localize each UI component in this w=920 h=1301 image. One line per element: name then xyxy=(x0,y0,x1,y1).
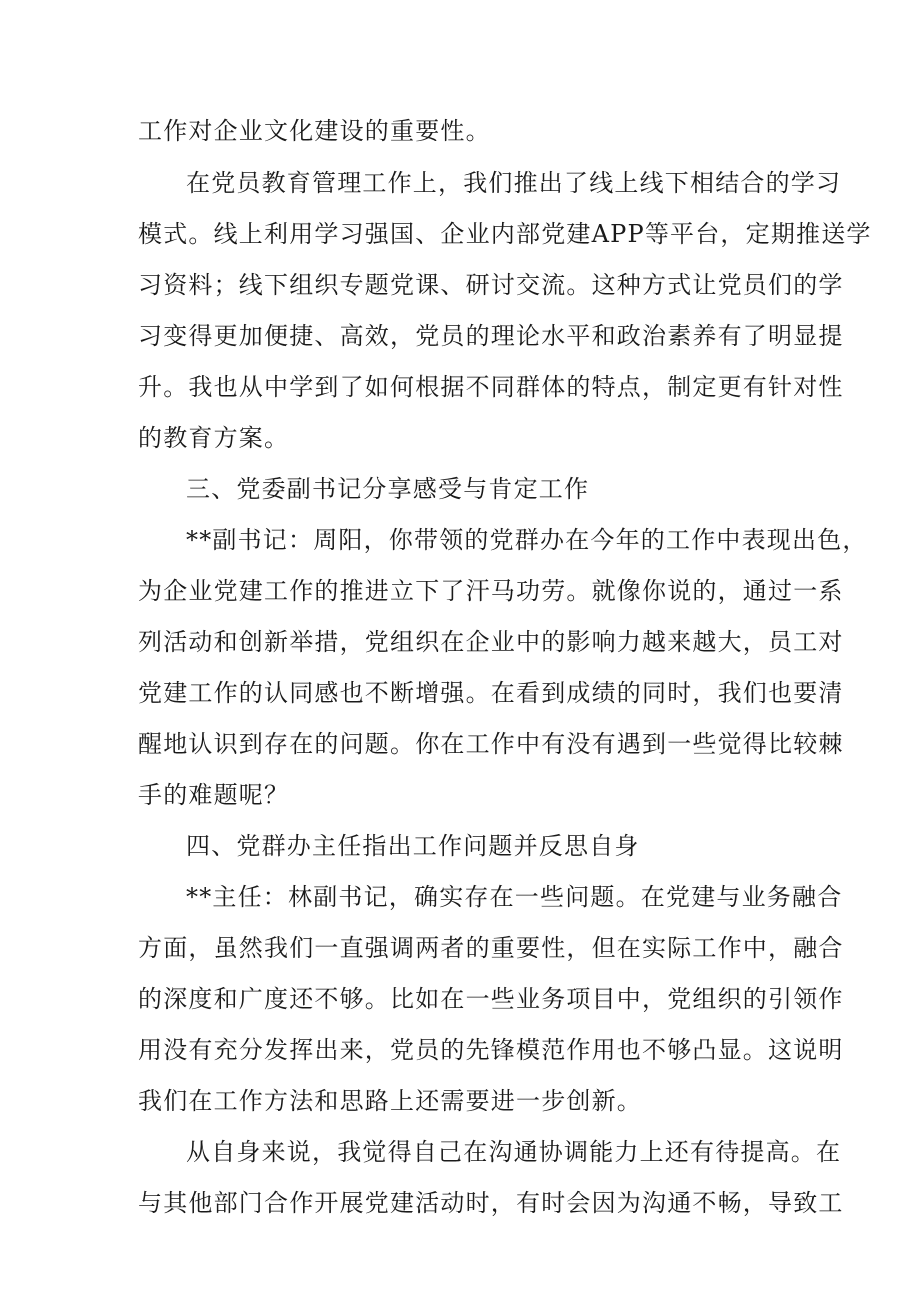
text-line: 习资料；线下组织专题党课、研讨交流。这种方式让党员们的学 xyxy=(138,271,844,299)
text-line: 升。我也从中学到了如何根据不同群体的特点，制定更有针对性 xyxy=(138,373,844,401)
section-heading: 三、党委副书记分享感受与肯定工作 xyxy=(186,475,590,503)
text-line: 手的难题呢？ xyxy=(138,781,290,809)
text-line: 方面，虽然我们一直强调两者的重要性，但在实际工作中，融合 xyxy=(138,934,844,962)
text-line: 的教育方案。 xyxy=(138,424,290,452)
text-line: 工作对企业文化建设的重要性。 xyxy=(138,117,491,145)
text-line: 习变得更加便捷、高效，党员的理论水平和政治素养有了明显提 xyxy=(138,322,844,350)
text-line: 我们在工作方法和思路上还需要进一步创新。 xyxy=(138,1087,642,1115)
paragraph-start-line: 从自身来说，我觉得自己在沟通协调能力上还有待提高。在 xyxy=(186,1138,842,1166)
text-line: 为企业党建工作的推进立下了汗马功劳。就像你说的，通过一系 xyxy=(138,577,844,605)
text-line: 的深度和广度还不够。比如在一些业务项目中，党组织的引领作 xyxy=(138,985,844,1013)
text-line: 党建工作的认同感也不断增强。在看到成绩的同时，我们也要清 xyxy=(138,679,844,707)
text-line: 模式。线上利用学习强国、企业内部党建APP等平台，定期推送学 xyxy=(138,220,872,248)
paragraph-start-line: **副书记：周阳，你带领的党群办在今年的工作中表现出色， xyxy=(186,526,868,554)
text-line: 醒地认识到存在的问题。你在工作中有没有遇到一些觉得比较棘 xyxy=(138,730,844,758)
paragraph-start-line: 在党员教育管理工作上，我们推出了线上线下相结合的学习 xyxy=(186,169,842,197)
section-heading: 四、党群办主任指出工作问题并反思自身 xyxy=(186,832,640,860)
paragraph-start-line: **主任：林副书记，确实存在一些问题。在党建与业务融合 xyxy=(186,883,843,911)
text-line: 列活动和创新举措，党组织在企业中的影响力越来越大，员工对 xyxy=(138,628,844,656)
text-line: 用没有充分发挥出来，党员的先锋模范作用也不够凸显。这说明 xyxy=(138,1036,844,1064)
text-line: 与其他部门合作开展党建活动时，有时会因为沟通不畅，导致工 xyxy=(138,1189,844,1217)
